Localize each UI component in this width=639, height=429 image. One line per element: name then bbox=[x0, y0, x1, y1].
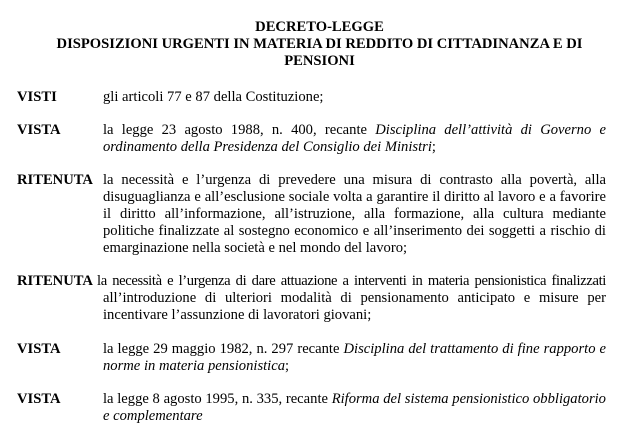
entry-line: il diritto all’informazione, all’istruzione, alla formazione, alla cultura mediante bbox=[103, 206, 606, 222]
entry-line: gli articoli 77 e 87 della Costituzione; bbox=[103, 89, 324, 105]
entry-italic-title: Riforma del sistema pensionistico obbligatorio bbox=[331, 391, 606, 407]
entry-label: RITENUTA bbox=[17, 172, 93, 188]
entry-line: politiche finalizzate al sostegno economico e all’inserimento dei soggetti a rischio di bbox=[103, 223, 606, 239]
entry-text bbox=[97, 273, 606, 324]
entry-line bbox=[103, 358, 606, 375]
entry-text bbox=[103, 89, 606, 106]
entry-end: ; bbox=[285, 358, 290, 374]
entry-line: all’introduzione di ulteriori modalità di pensionamento anticipato e misure per bbox=[103, 290, 606, 306]
entry-line: disuguaglianza e all’esclusione sociale volta a garantire il diritto al lavoro e a favorire bbox=[103, 189, 606, 205]
entry-line bbox=[103, 341, 606, 358]
title-line-2: DISPOSIZIONI URGENTI IN MATERIA DI REDDITO DI CITTADINANZA E DI bbox=[56, 36, 583, 52]
entry-italic-title: Disciplina del trattamento di fine rapporto e bbox=[343, 341, 606, 357]
entry-label: RITENUTA bbox=[17, 273, 93, 289]
entry-plain-text: la legge 23 agosto 1988, n. 400, recante bbox=[103, 122, 376, 138]
title-line-3: PENSIONI bbox=[284, 53, 355, 69]
entry-line bbox=[103, 408, 606, 425]
entry-plain-text: la legge 8 agosto 1995, n. 335, recante bbox=[103, 391, 332, 407]
entry-plain-text: la legge 29 maggio 1982, n. 297 recante bbox=[103, 341, 344, 357]
entry-label: VISTA bbox=[17, 341, 61, 357]
entry-text bbox=[103, 172, 606, 257]
entry-italic-title-cont: norme in materia pensionistica bbox=[103, 358, 286, 374]
entry-line: incentivare l’assunzione di lavoratori giovani; bbox=[103, 307, 372, 323]
entry-text bbox=[103, 391, 606, 425]
entry-line bbox=[103, 122, 606, 139]
entry-line: emarginazione nella società e nel mondo del lavoro; bbox=[103, 240, 408, 256]
entry-text bbox=[103, 122, 606, 156]
entry-label: VISTI bbox=[17, 89, 57, 105]
entry-italic-title: Disciplina dell’attività di Governo e bbox=[375, 122, 606, 138]
entry-text bbox=[103, 341, 606, 375]
entry-end: ; bbox=[431, 139, 436, 155]
entry-italic-title-cont: ordinamento della Presidenza del Consiglio dei Ministri bbox=[103, 139, 432, 155]
entry-line: la necessità e l’urgenza di dare attuazione a interventi in materia pensionistica finalizzati bbox=[97, 273, 606, 289]
entry-italic-title-cont: e complementare bbox=[103, 408, 203, 424]
entry-line bbox=[103, 391, 606, 408]
document-title bbox=[0, 19, 639, 70]
entry-line: la necessità e l’urgenza di prevedere una misura di contrasto alla povertà, alla bbox=[103, 172, 606, 188]
entry-label: VISTA bbox=[17, 122, 61, 138]
title-line-1: DECRETO-LEGGE bbox=[255, 19, 384, 35]
entry-label: VISTA bbox=[17, 391, 61, 407]
entry-line bbox=[103, 139, 606, 156]
